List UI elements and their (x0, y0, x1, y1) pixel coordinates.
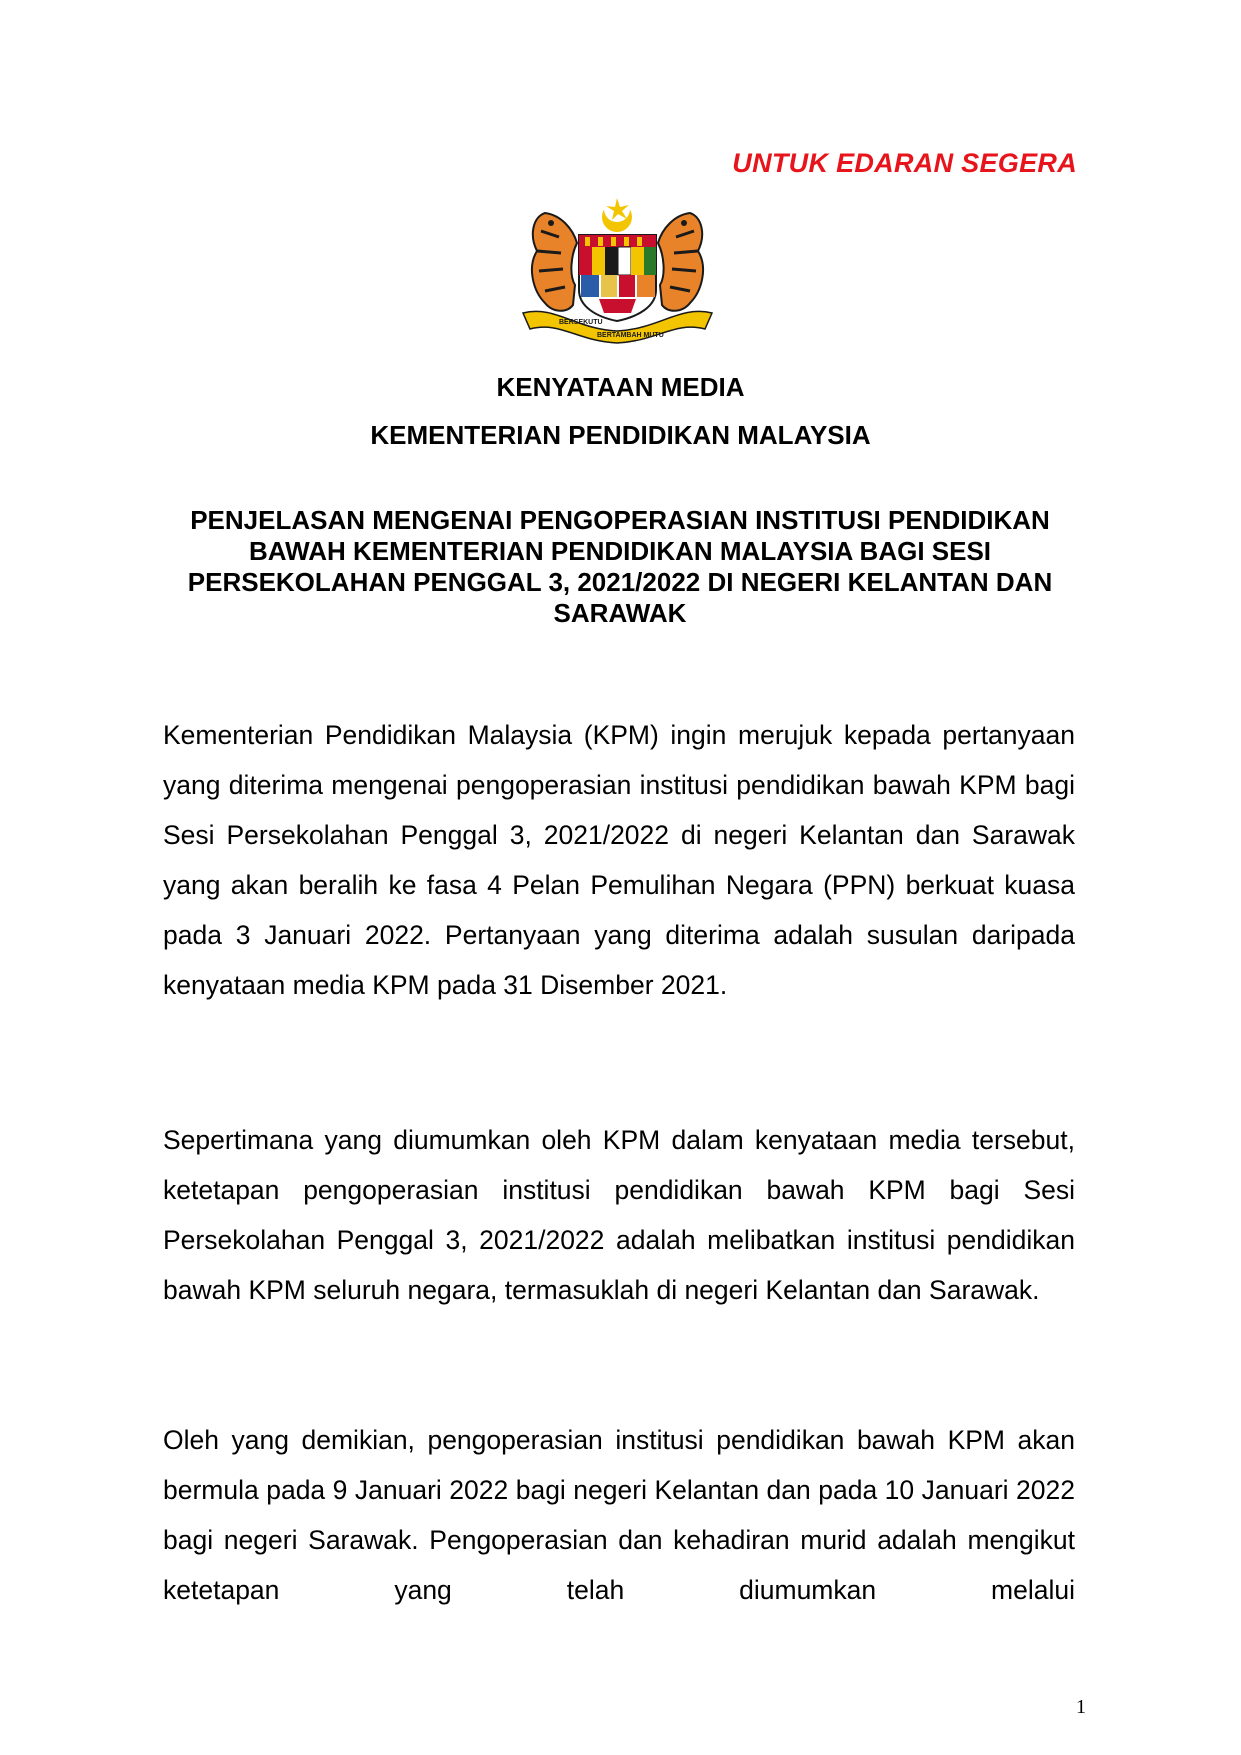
coat-of-arms-logo (515, 195, 720, 345)
body-paragraph-3: Oleh yang demikian, pengoperasian institusi pendidikan bawah KPM akan bermula pada 9 Januari 2022 bagi negeri Kelantan dan pada 10 Januari 2022 bagi negeri Sarawak. Pengoperasian dan kehadiran murid adalah mengikut ketetapan yang telah diumumkan melalui (163, 1424, 1075, 1605)
body-paragraph-2: Sepertimana yang diumumkan oleh KPM dalam kenyataan media tersebut, ketetapan pengoperasian institusi pendidikan bawah KPM bagi Sesi Persekolahan Penggal 3, 2021/2022 adalah melibatkan institusi pendidikan bawah KPM seluruh negara, termasuklah di negeri Kelantan dan Sarawak. (163, 1124, 1075, 1305)
page-number: 1 (1076, 1696, 1086, 1718)
urgent-release-label: UNTUK EDARAN SEGERA (732, 148, 1077, 178)
statement-title: PENJELASAN MENGENAI PENGOPERASIAN INSTITUSI PENDIDIKAN BAWAH KEMENTERIAN PENDIDIKAN MALAYSIA BAGI SESI PERSEKOLAHAN PENGGAL 3, 2021/2022 DI NEGERI KELANTAN DAN SARAWAK (187, 505, 1053, 628)
crest-motto-left: BERSEKUTU (559, 319, 603, 326)
crest-motto-center: BERTAMBAH MUTU (597, 332, 664, 339)
body-paragraph-1: Kementerian Pendidikan Malaysia (KPM) ingin merujuk kepada pertanyaan yang diterima mengenai pengoperasian institusi pendidikan bawah KPM bagi Sesi Persekolahan Penggal 3, 2021/2022 di negeri Kelantan dan Sarawak yang akan beralih ke fasa 4 Pelan Pemulihan Negara (PPN) berkuat kuasa pada 3 Januari 2022. Pertanyaan yang diterima adalah susulan daripada kenyataan media KPM pada 31 Disember 2021. (163, 719, 1075, 1000)
statement-type-heading: KENYATAAN MEDIA (496, 372, 745, 402)
ministry-heading: KEMENTERIAN PENDIDIKAN MALAYSIA (370, 420, 871, 450)
